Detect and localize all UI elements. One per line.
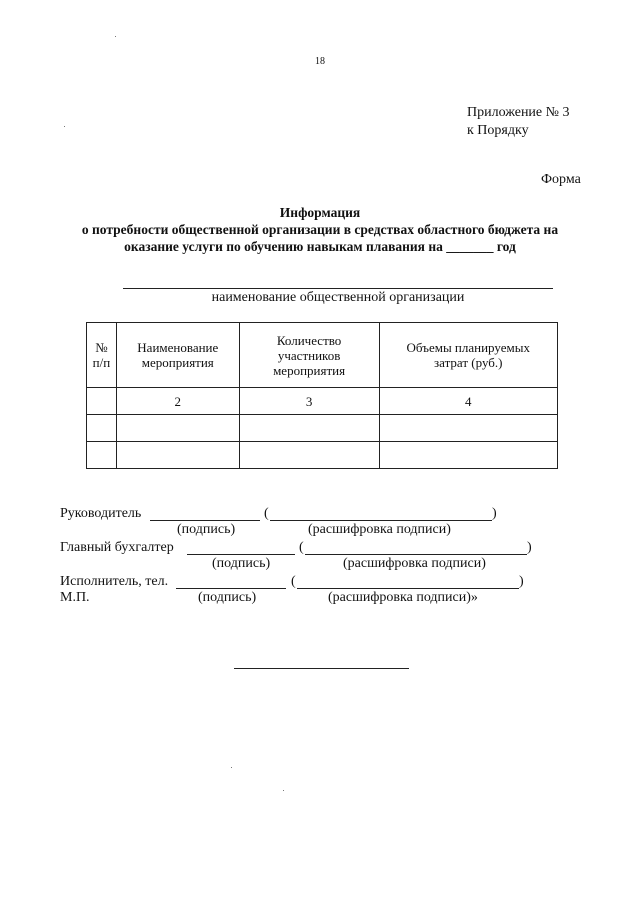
decoding-caption-final: (расшифровка подписи)»	[328, 590, 478, 605]
table-cell	[87, 442, 117, 469]
table-cell	[379, 415, 558, 442]
scan-speck	[231, 767, 232, 768]
scan-speck	[283, 790, 284, 791]
table-cell	[239, 442, 379, 469]
table-cell	[116, 415, 239, 442]
executor-decoding-line	[297, 588, 519, 589]
form-label: Форма	[541, 172, 581, 187]
organization-name-line	[123, 288, 553, 289]
organization-name-caption: наименование общественной организации	[211, 290, 465, 305]
table-cell: 3	[239, 388, 379, 415]
head-label: Руководитель	[60, 506, 142, 521]
table-cell	[239, 415, 379, 442]
open-paren: (	[264, 506, 269, 521]
accountant-decoding-line	[305, 554, 527, 555]
executor-signature-line	[176, 588, 286, 589]
table-row	[87, 388, 558, 415]
table-row	[87, 442, 558, 469]
table-cell	[87, 388, 117, 415]
table-cell	[379, 442, 558, 469]
table-cell: 4	[379, 388, 558, 415]
open-paren: (	[291, 574, 296, 589]
header-participants: Количество участников мероприятия	[239, 323, 379, 388]
close-paren: )	[519, 574, 524, 589]
appendix-reference	[467, 104, 570, 140]
signature-caption: (подпись)	[177, 522, 236, 537]
table-header-row	[87, 323, 558, 388]
page-number: 18	[315, 56, 325, 67]
open-paren: (	[299, 540, 304, 555]
head-decoding-line	[270, 520, 492, 521]
expense-table	[86, 322, 558, 469]
signature-caption: (подпись)	[198, 590, 257, 605]
appendix-line-1: Приложение № 3	[467, 105, 570, 120]
close-paren: )	[527, 540, 532, 555]
appendix-line-2: к Порядку	[467, 123, 529, 138]
title-line-2: о потребности общественной организации в средствах областного бюджета на	[81, 222, 559, 237]
seal-label: М.П.	[60, 590, 90, 605]
header-number: № п/п	[87, 323, 117, 388]
chief-accountant-label: Главный бухгалтер	[60, 540, 174, 555]
header-event-name: Наименование мероприятия	[116, 323, 239, 388]
decoding-caption: (расшифровка подписи)	[343, 556, 486, 571]
title-line-1: Информация	[279, 205, 361, 220]
head-signature-line	[150, 520, 260, 521]
accountant-signature-line	[187, 554, 295, 555]
table-cell	[116, 442, 239, 469]
document-title	[30, 204, 610, 255]
executor-label: Исполнитель, тел.	[60, 574, 169, 589]
scan-speck	[64, 126, 65, 127]
table-row	[87, 415, 558, 442]
table-cell: 2	[116, 388, 239, 415]
header-planned-costs: Объемы планируемых затрат (руб.)	[379, 323, 558, 388]
scan-speck	[115, 36, 116, 37]
title-line-3: оказание услуги по обучению навыкам плавания на _______ год	[124, 239, 516, 254]
close-paren: )	[492, 506, 497, 521]
table-cell	[87, 415, 117, 442]
signature-caption: (подпись)	[212, 556, 271, 571]
decoding-caption: (расшифровка подписи)	[308, 522, 451, 537]
closing-rule	[234, 668, 409, 669]
